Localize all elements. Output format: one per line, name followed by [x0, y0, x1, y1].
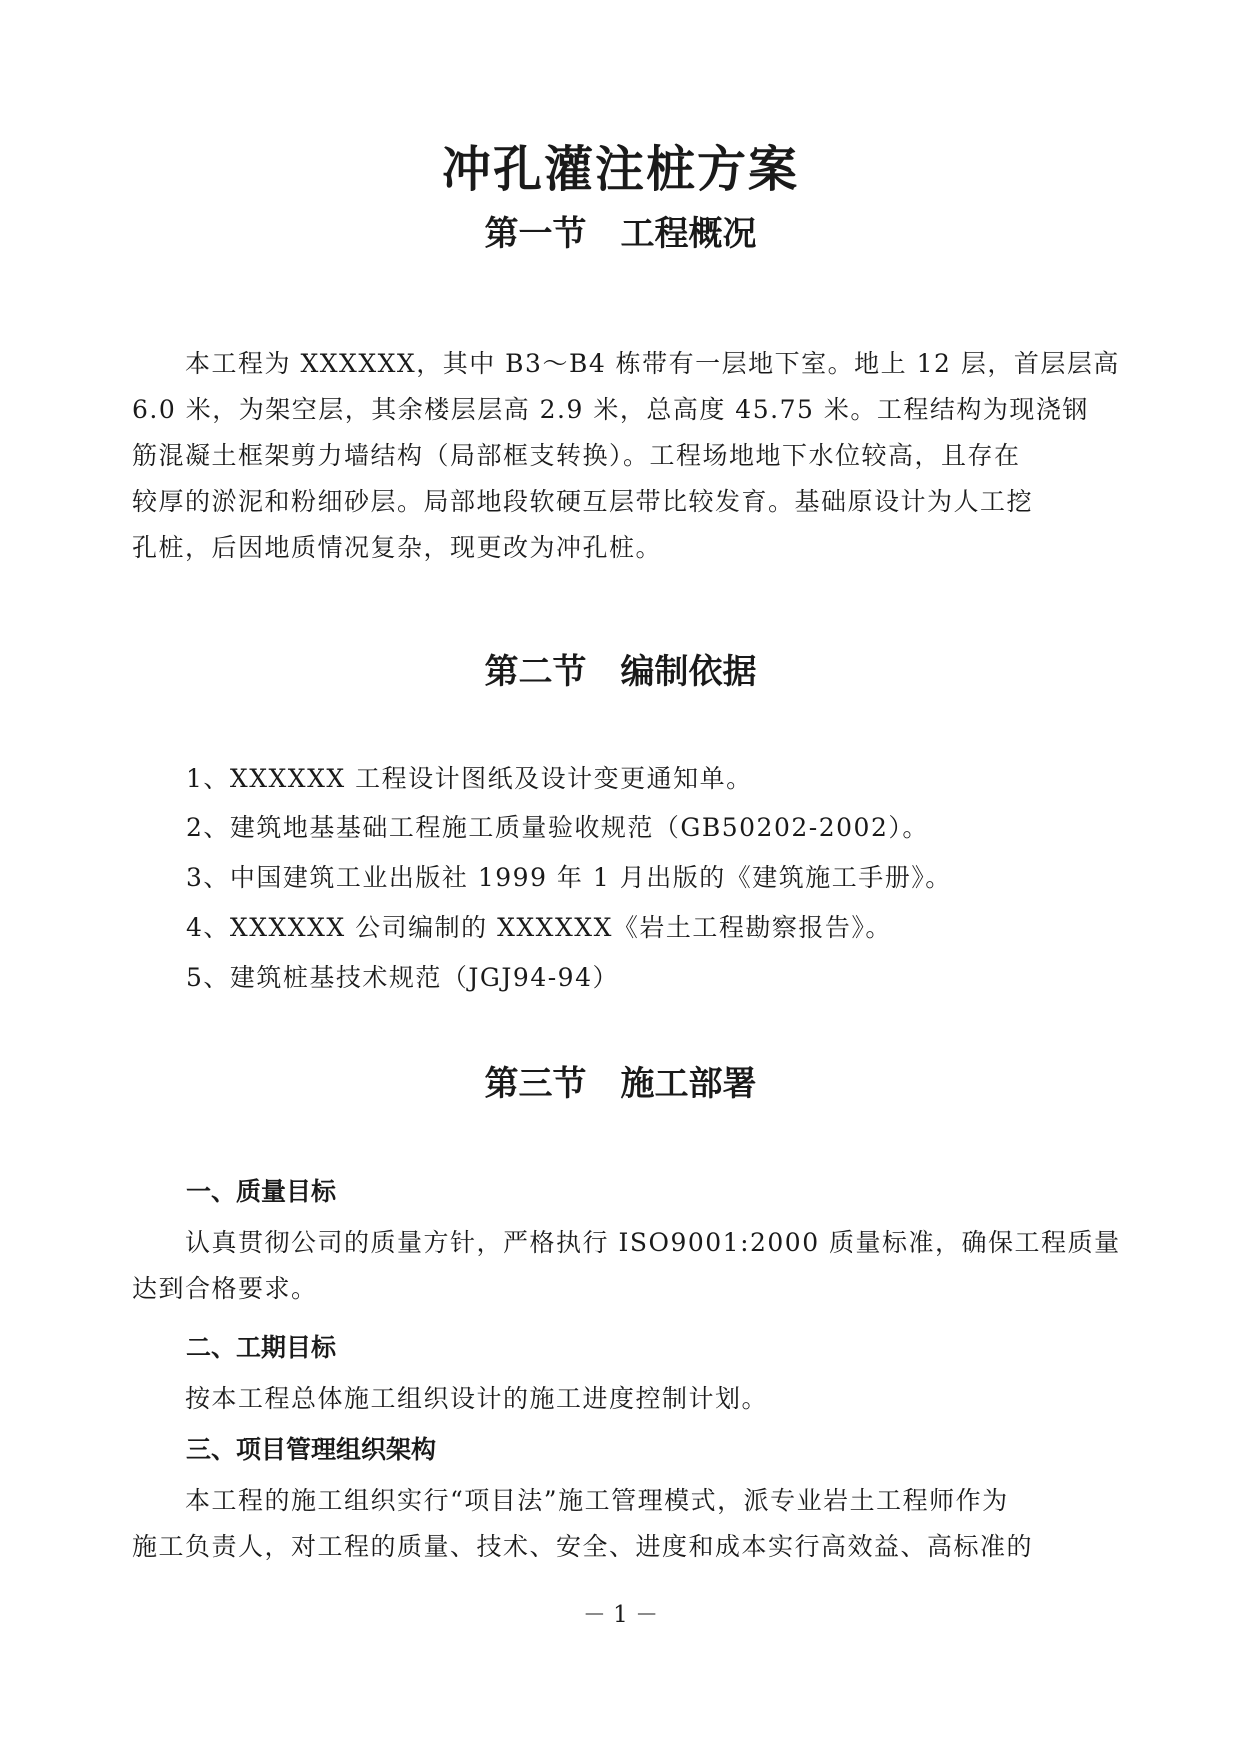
organization-paragraph	[132, 1478, 1124, 1570]
paragraph-line: 施工负责人，对工程的质量、技术、安全、进度和成本实行高效益、高标准的	[132, 1532, 1034, 1561]
section-2-name: 编制依据	[620, 652, 757, 692]
section-1-paragraph	[132, 341, 1124, 571]
subsection-heading-schedule: 二、工期目标	[186, 1333, 337, 1362]
paragraph-line: 达到合格要求。	[132, 1274, 318, 1303]
page-number: － 1 －	[582, 1602, 659, 1628]
document-title: 冲孔灌注桩方案	[441, 141, 799, 198]
section-1-number: 第一节	[484, 214, 587, 254]
paragraph-line: 认真贯彻公司的质量方针，严格执行 ISO9001:2000 质量标准，确保工程质量	[132, 1228, 1121, 1257]
reference-item: 5、建筑桩基技术规范（JGJ94-94）	[186, 963, 619, 992]
subsection-heading-quality: 一、质量目标	[186, 1177, 337, 1206]
section-1-heading	[0, 212, 1241, 256]
reference-item: 3、中国建筑工业出版社 1999 年 1 月出版的《建筑施工手册》。	[186, 863, 952, 892]
reference-item: 2、建筑地基基础工程施工质量验收规范（GB50202-2002）。	[186, 813, 929, 842]
schedule-paragraph	[132, 1376, 1124, 1422]
paragraph-line: 筋混凝土框架剪力墙结构（局部框支转换）。工程场地地下水位较高，且存在	[132, 441, 1021, 470]
section-3-name: 施工部署	[620, 1064, 757, 1104]
section-1-name: 工程概况	[620, 214, 757, 254]
paragraph-line: 较厚的淤泥和粉细砂层。局部地段软硬互层带比较发育。基础原设计为人工挖	[132, 487, 1034, 516]
paragraph-line: 本工程的施工组织实行“项目法”施工管理模式，派专业岩土工程师作为	[132, 1486, 1009, 1515]
section-2-heading	[0, 650, 1241, 694]
reference-item: 1、XXXXXX 工程设计图纸及设计变更通知单。	[186, 764, 753, 793]
subsection-heading-organization: 三、项目管理组织架构	[186, 1435, 437, 1464]
paragraph-line: 按本工程总体施工组织设计的施工进度控制计划。	[132, 1384, 769, 1413]
quality-paragraph	[132, 1220, 1124, 1312]
section-3-heading	[0, 1062, 1241, 1106]
reference-item: 4、XXXXXX 公司编制的 XXXXXX《岩土工程勘察报告》。	[186, 913, 892, 942]
section-3-number: 第三节	[484, 1064, 587, 1104]
section-2-number: 第二节	[484, 652, 587, 692]
paragraph-line: 6.0 米，为架空层，其余楼层层高 2.9 米，总高度 45.75 米。工程结构为现浇钢	[132, 395, 1089, 424]
paragraph-line: 本工程为 XXXXXX，其中 B3～B4 栋带有一层地下室。地上 12 层，首层层高	[132, 349, 1120, 378]
paragraph-line: 孔桩，后因地质情况复杂，现更改为冲孔桩。	[132, 533, 663, 562]
